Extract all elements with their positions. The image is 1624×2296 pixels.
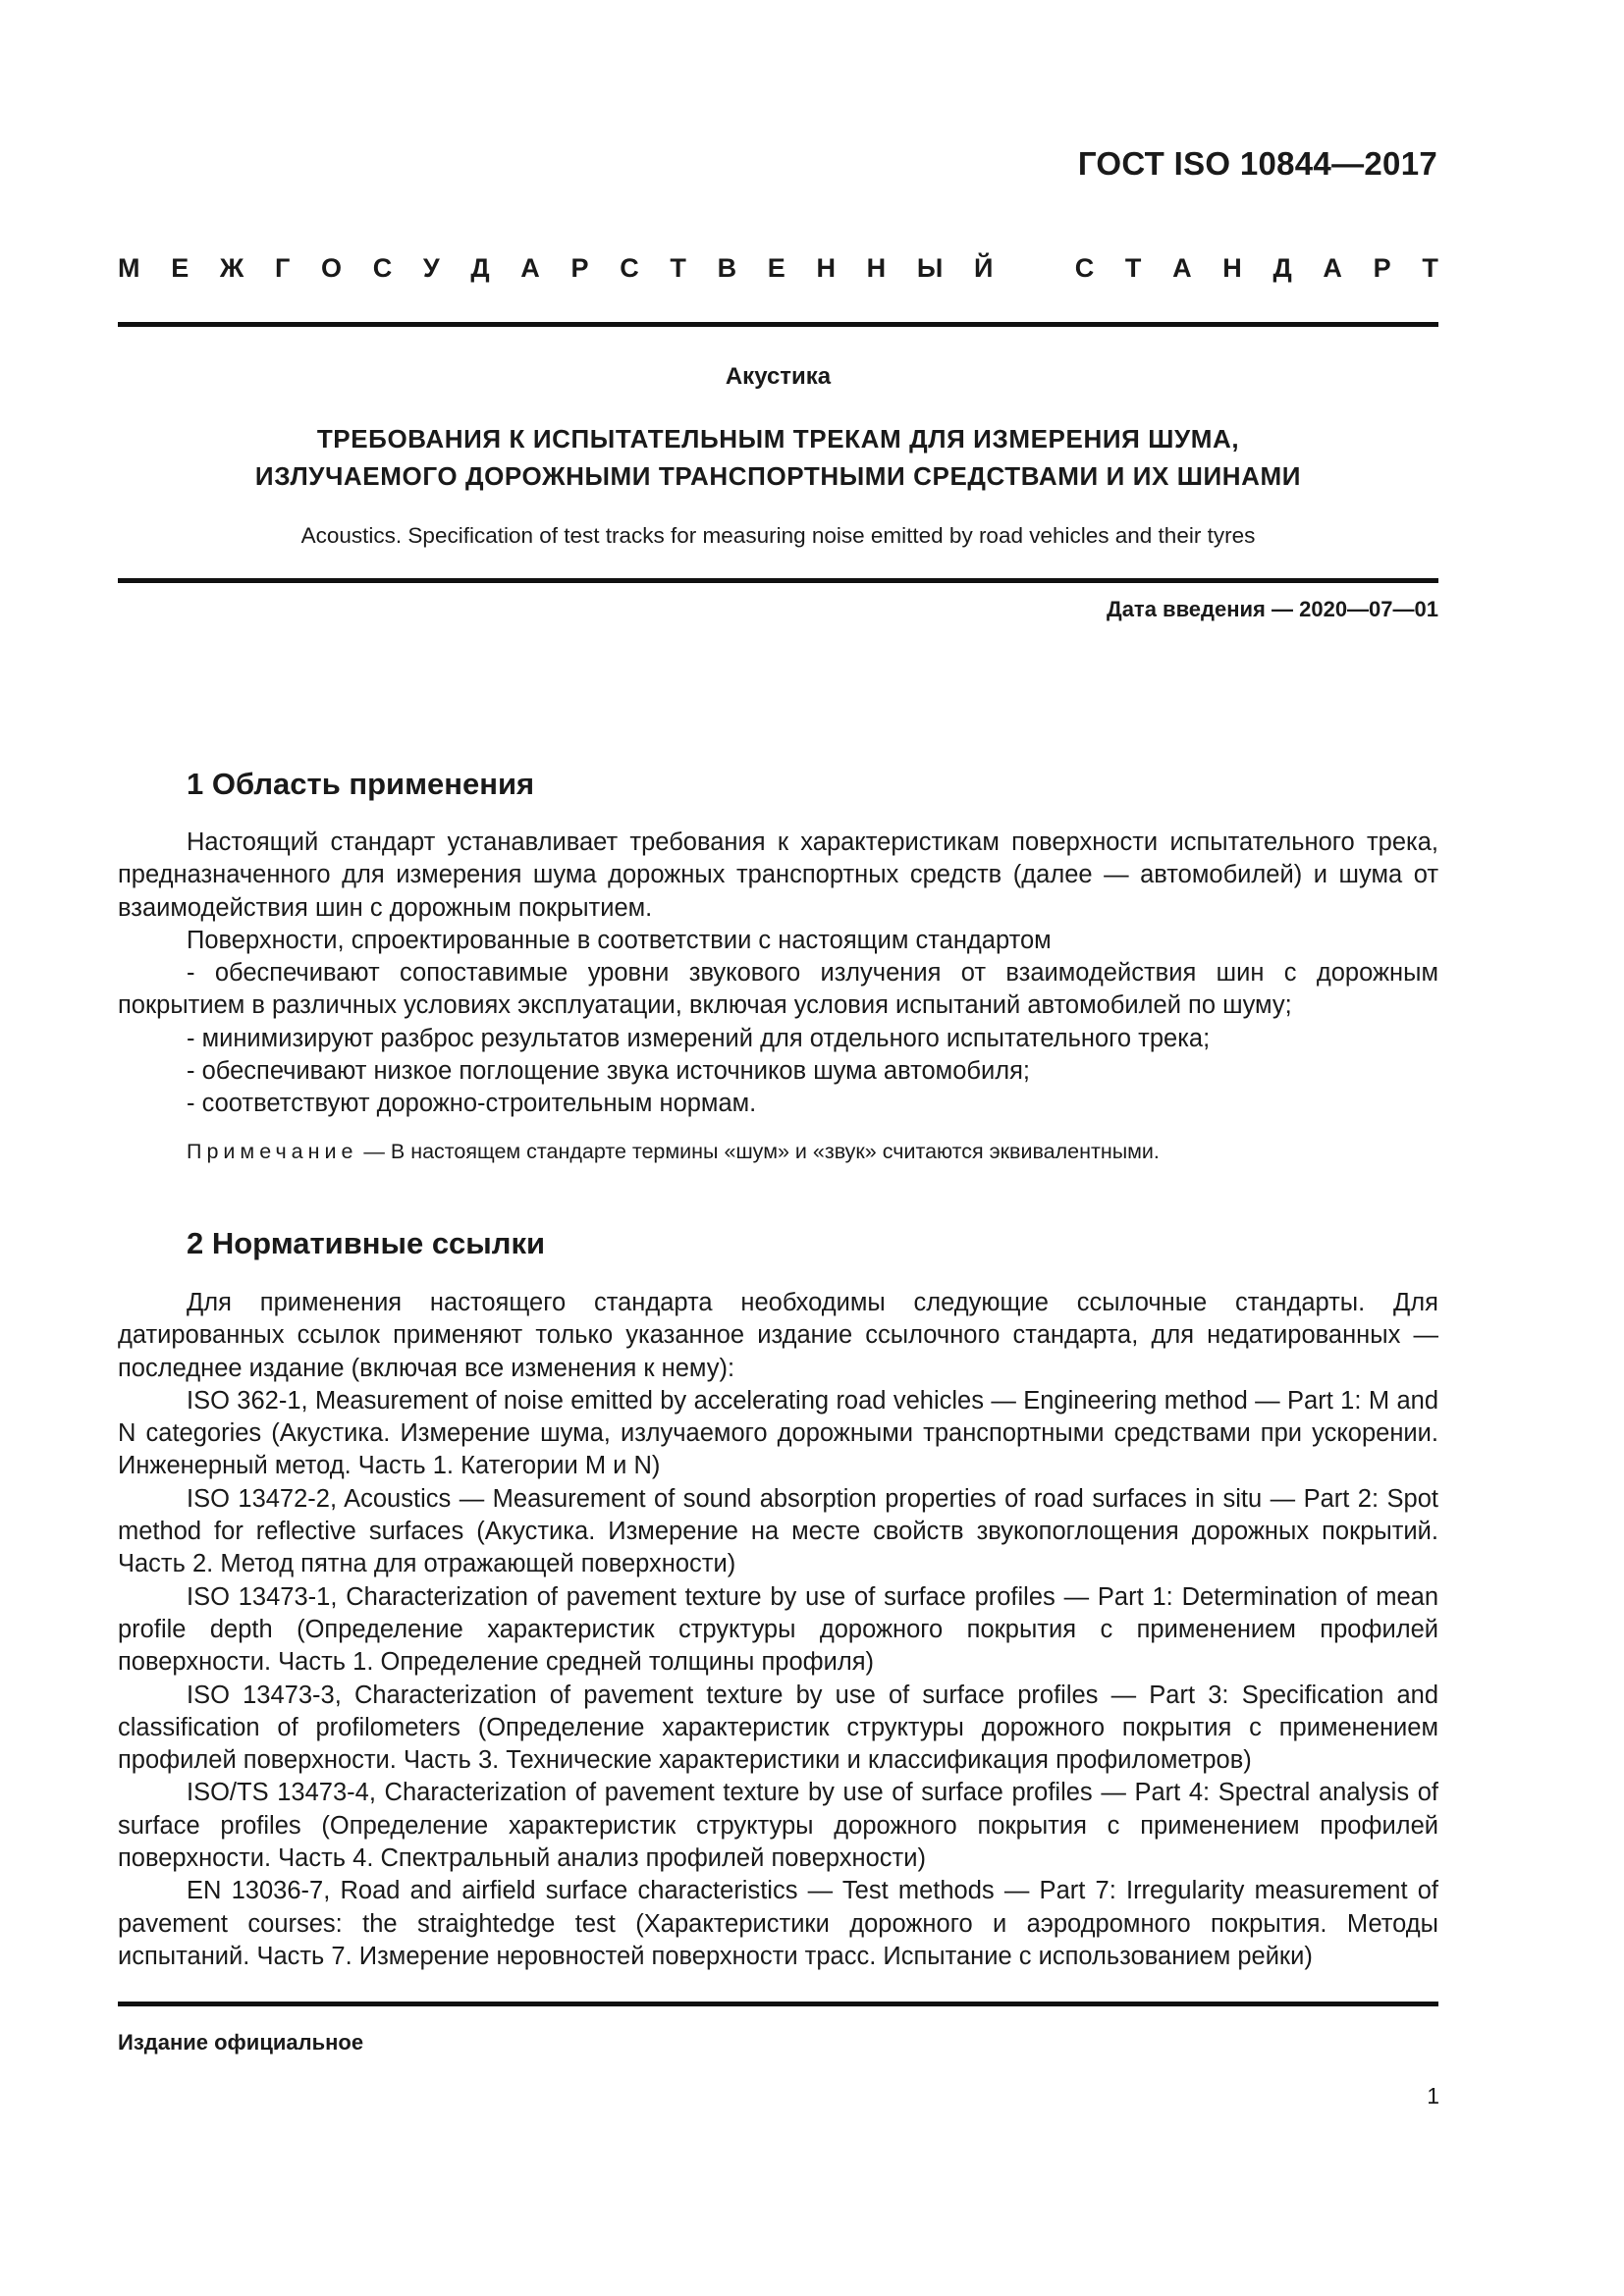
english-title: Acoustics. Specification of test tracks for measuring noise emitted by road vehicles and their tyres	[300, 523, 1256, 548]
list-item: - обеспечивают низкое поглощение звука источников шума автомобиля;	[187, 1057, 1030, 1086]
footer-divider	[118, 2002, 1438, 2006]
note	[187, 1140, 1438, 1164]
reference-item: ISO 362-1, Measurement of noise emitted by accelerating road vehicles — Engineering method — Part 1: M and N categories (Акустика. Измерение шума, излучаемого дорожными транспортными средствами при ускорении. Инженерный метод. Часть 1. Категории M и N)	[118, 1386, 1438, 1480]
edition-label: Издание официальное	[118, 2030, 364, 2055]
reference-item: ISO 13473-3, Characterization of pavement texture by use of surface profiles — Part 3: Specification and classification of profilometers (Определение характеристик структуры дорожного покрытия с применением профилей поверхности. Часть 3. Технические характеристики и классификация профилометров)	[118, 1681, 1438, 1775]
section-1-body	[118, 827, 1438, 1121]
list-item: - соответствуют дорожно-строительным нормам.	[187, 1090, 757, 1118]
title-divider	[118, 578, 1438, 583]
note-text: — В настоящем стандарте термины «шум» и «звук» считаются эквивалентными.	[357, 1140, 1160, 1163]
paragraph: Для применения настоящего стандарта необходимы следующие ссылочные стандарты. Для датированных ссылок применяют только указанное издание ссылочного стандарта, для недатированных — последнее издание (включая все изменения к нему):	[118, 1289, 1438, 1382]
reference-item: ISO 13472-2, Acoustics — Measurement of sound absorption properties of road surfaces in situ — Part 2: Spot method for reflective surfaces (Акустика. Измерение на месте свойств звукопоглощения дорожных покрытий. Часть 2. Метод пятна для отражающей поверхности)	[118, 1484, 1438, 1578]
section-2-body	[118, 1287, 1438, 1973]
reference-item: ISO 13473-1, Characterization of pavement texture by use of surface profiles — Part 1: Determination of mean profile depth (Определение характеристик структуры дорожного покрытия с применением профилей поверхности. Часть 1. Определение средней толщины профиля)	[118, 1582, 1438, 1677]
paragraph: Поверхности, спроектированные в соответствии с настоящим стандартом	[187, 926, 1052, 954]
note-label: Примечание	[187, 1140, 358, 1163]
title-line-1: ТРЕБОВАНИЯ К ИСПЫТАТЕЛЬНЫМ ТРЕКАМ ДЛЯ ИЗМЕРЕНИЯ ШУМА,	[316, 424, 1240, 454]
document-code: ГОСТ ISO 10844—2017	[1077, 145, 1437, 182]
section-1-heading: 1 Область применения	[187, 767, 535, 801]
section-2-heading: 2 Нормативные ссылки	[187, 1226, 546, 1260]
document-subject: Акустика	[725, 363, 832, 390]
list-item: - обеспечивают сопоставимые уровни звукового излучения от взаимодействия шин с дорожным покрытием в различных условиях эксплуатации, включая условия испытаний автомобилей по шуму;	[118, 959, 1438, 1020]
title-line-2: ИЗЛУЧАЕМОГО ДОРОЖНЫМИ ТРАНСПОРТНЫМИ СРЕДСТВАМИ И ИХ ШИНАМИ	[254, 461, 1302, 491]
paragraph: Настоящий стандарт устанавливает требования к характеристикам поверхности испытательного трека, предназначенного для измерения шума дорожных транспортных средств (далее — автомобилей) и шума от взаимодействия шин с дорожным покрытием.	[118, 828, 1438, 922]
header-divider	[118, 322, 1438, 327]
document-title	[118, 420, 1438, 495]
date-of-introduction: Дата введения — 2020—07—01	[1107, 597, 1438, 621]
reference-item: EN 13036-7, Road and airfield surface characteristics — Test methods — Part 7: Irregularity measurement of pavement courses: the straightedge test (Характеристики дорожного и аэродромного покрытия. Методы испытаний. Часть 7. Измерение неровностей поверхности трасс. Испытание с использованием рейки)	[118, 1877, 1438, 1970]
reference-item: ISO/TS 13473-4, Characterization of pavement texture by use of surface profiles — Part 4: Spectral analysis of surface profiles (Определение характеристик структуры дорожного покрытия с применением профилей поверхности. Часть 4. Спектральный анализ профилей поверхности)	[118, 1779, 1438, 1873]
page-number: 1	[1427, 2083, 1439, 2109]
list-item: - минимизируют разброс результатов измерений для отдельного испытательного трека;	[187, 1024, 1211, 1052]
standard-type-heading: М Е Ж Г О С У Д А Р С Т В Е Н Н Ы Й С Т А Н Д А Р Т	[118, 253, 1438, 283]
